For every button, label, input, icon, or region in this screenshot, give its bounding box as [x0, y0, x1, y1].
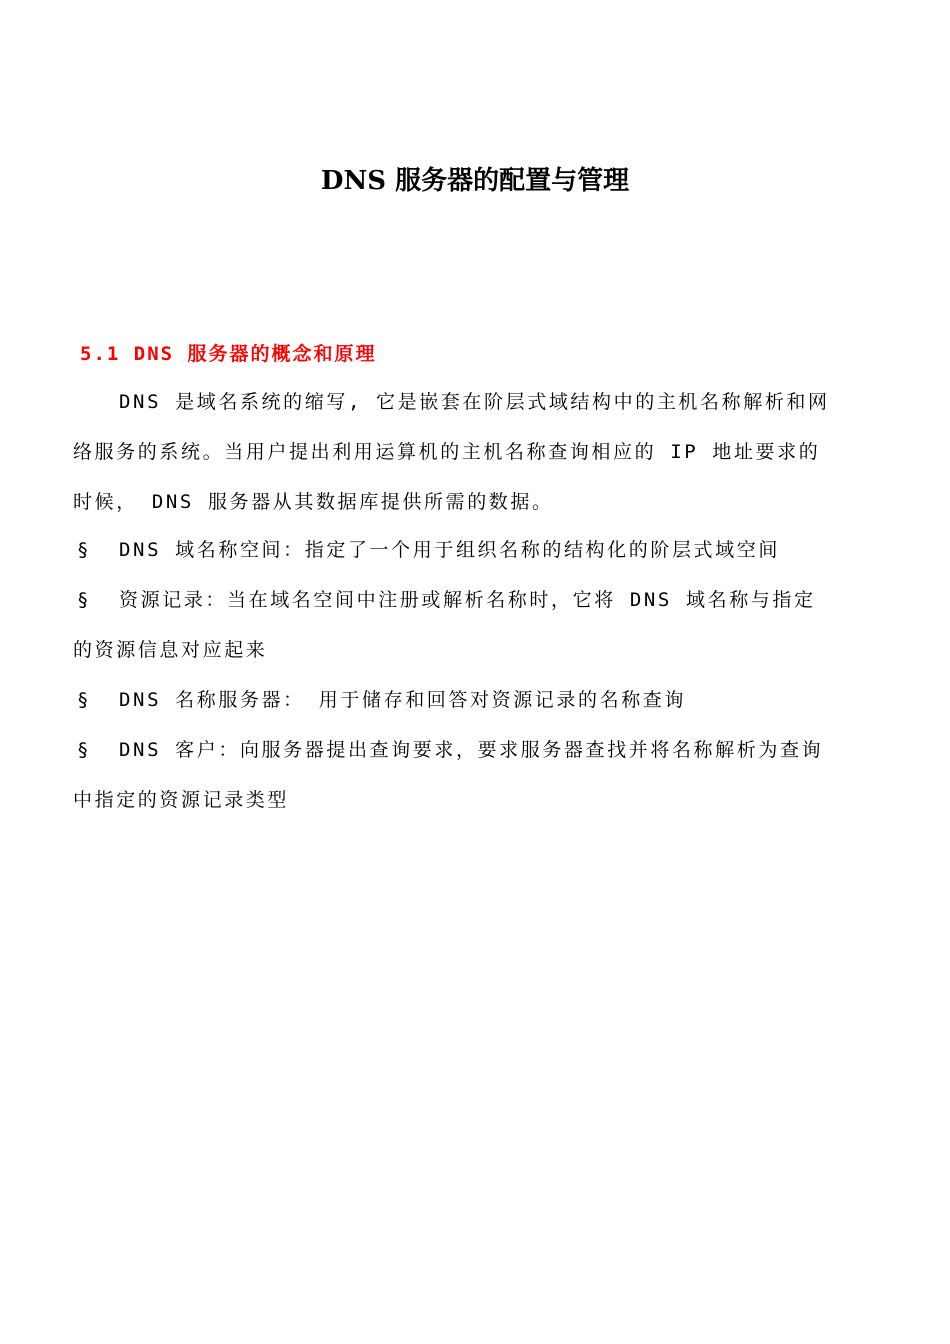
bullet-item-name-server [73, 675, 893, 725]
bullet-symbol: § [77, 739, 92, 761]
intro-line: DNS 是域名系统的缩写, 它是嵌套在阶层式域结构中的主机名称解析和网 [119, 391, 830, 413]
bullet-continuation: 中指定的资源记录类型 [73, 789, 290, 811]
intro-line: 络服务的系统。当用户提出利用运算机的主机名称查询相应的 IP 地址要求的 [73, 441, 821, 463]
bullet-text: DNS 域名称空间：指定了一个用于组织名称的结构化的阶层式域空间 [119, 539, 780, 561]
bullet-item-client [73, 725, 893, 775]
bullet-continuation: 的资源信息对应起来 [73, 639, 268, 661]
bullet-item-resource-record [73, 575, 893, 625]
bullet-item-namespace [73, 525, 893, 575]
intro-line: 时候， DNS 服务器从其数据库提供所需的数据。 [73, 491, 554, 513]
bullet-symbol: § [77, 689, 92, 711]
bullet-text: DNS 客户：向服务器提出查询要求，要求服务器查找并将名称解析为查询 [119, 739, 824, 761]
bullet-symbol: § [77, 589, 92, 611]
bullet-text: 资源记录：当在域名空间中注册或解析名称时，它将 DNS 域名称与指定 [119, 589, 816, 611]
section-heading: 5.1 DNS 服务器的概念和原理 [80, 343, 377, 365]
bullet-text: DNS 名称服务器： 用于储存和回答对资源记录的名称查询 [119, 689, 686, 711]
bullet-symbol: § [77, 539, 92, 561]
intro-paragraph [73, 377, 893, 527]
document-title: DNS 服务器的配置与管理 [320, 166, 630, 196]
bullet-list [73, 525, 893, 825]
